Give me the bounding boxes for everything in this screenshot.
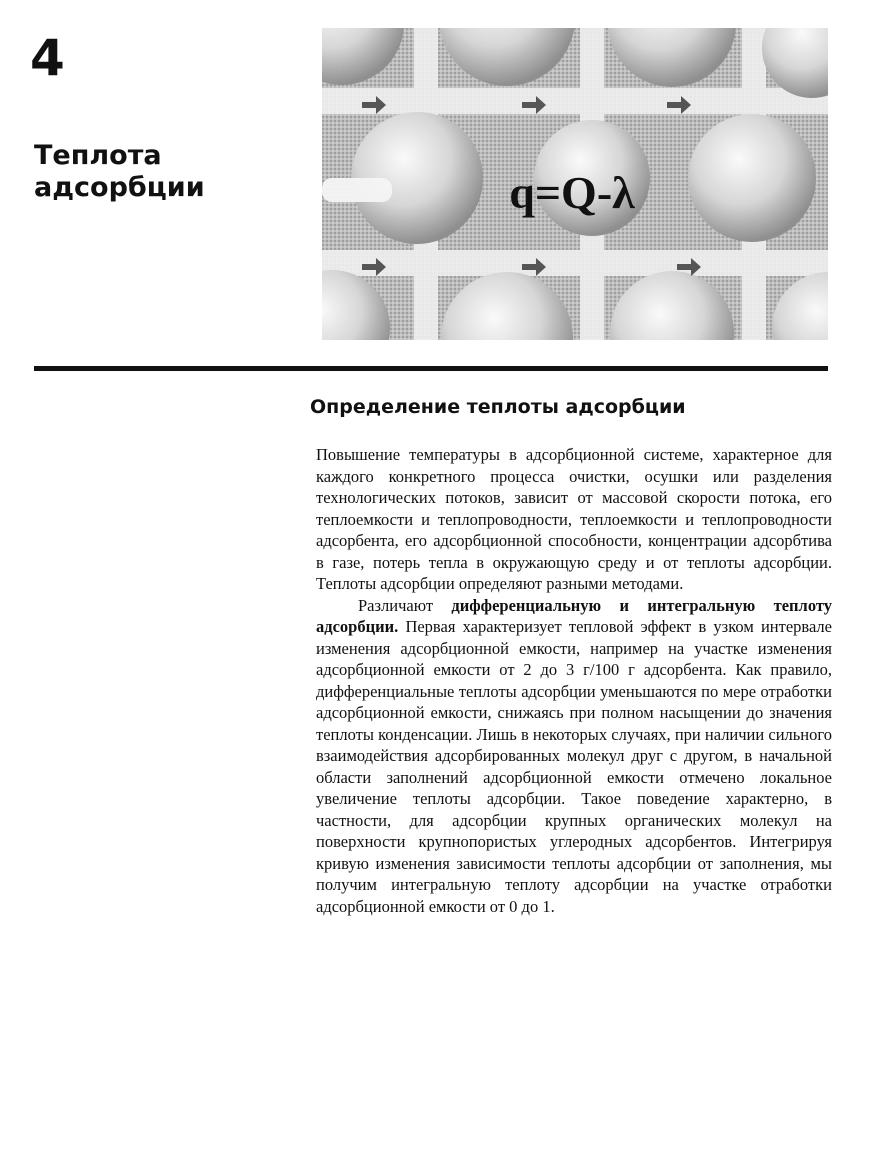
paragraph-2-lead: Различают — [358, 595, 452, 615]
body-text — [316, 444, 832, 917]
chapter-illustration — [322, 28, 828, 340]
paragraph-1: Повышение температуры в адсорбционной системе, характерное для каждого конкретного процесса очистки, осушки или разделения технологических потоков, зависит от массовой скорости потока, его теплоемкости и теплопроводности, теплоемкости и теплопроводности адсорбента, его адсорбционной способности, концентрации адсорбтива в газе, потерь тепла в окружающую среду и от теплоты адсорбции. Теплоты адсорбции определяют разными методами. — [316, 445, 832, 593]
section-divider — [34, 366, 828, 371]
paragraph-2-rest: Первая характеризует тепловой эффект в узком интервале изменения адсорбционной емкости, например на участке изменения адсорбционной емкости от 2 до 3 г/100 г адсорбента. Как правило, дифференциальные теплоты адсорбции уменьшаются по мере отработки адсорбционной емкости, снижаясь при полном насыщении до значения теплоты конденсации. Лишь в некоторых случаях, при наличии сильного взаимодействия адсорбированных молекул друг с другом, в начальной области заполнений адсорбционной емкости отмечено локальное увеличение теплоты адсорбции. Такое поведение характерно, в частности, для адсорбции крупных органических молекул на поверхности крупнопористых углеродных адсорбентов. Интегрируя кривую изменения зависимости теплоты адсорбции от заполнения, мы получим интегральную теплоту адсорбции на участке отработки адсорбционной емкости от 0 до 1. — [316, 617, 832, 916]
section-heading: Определение теплоты адсорбции — [310, 396, 686, 418]
chapter-title: Теплота адсорбции — [34, 140, 205, 203]
chapter-number: 4 — [30, 29, 65, 87]
adsorption-formula: q=Q-λ — [509, 167, 635, 218]
paragraph-2 — [316, 595, 832, 918]
paragraph-2-emphasis: дифференциальную и интегральную теплоту адсорбции. — [316, 595, 832, 636]
